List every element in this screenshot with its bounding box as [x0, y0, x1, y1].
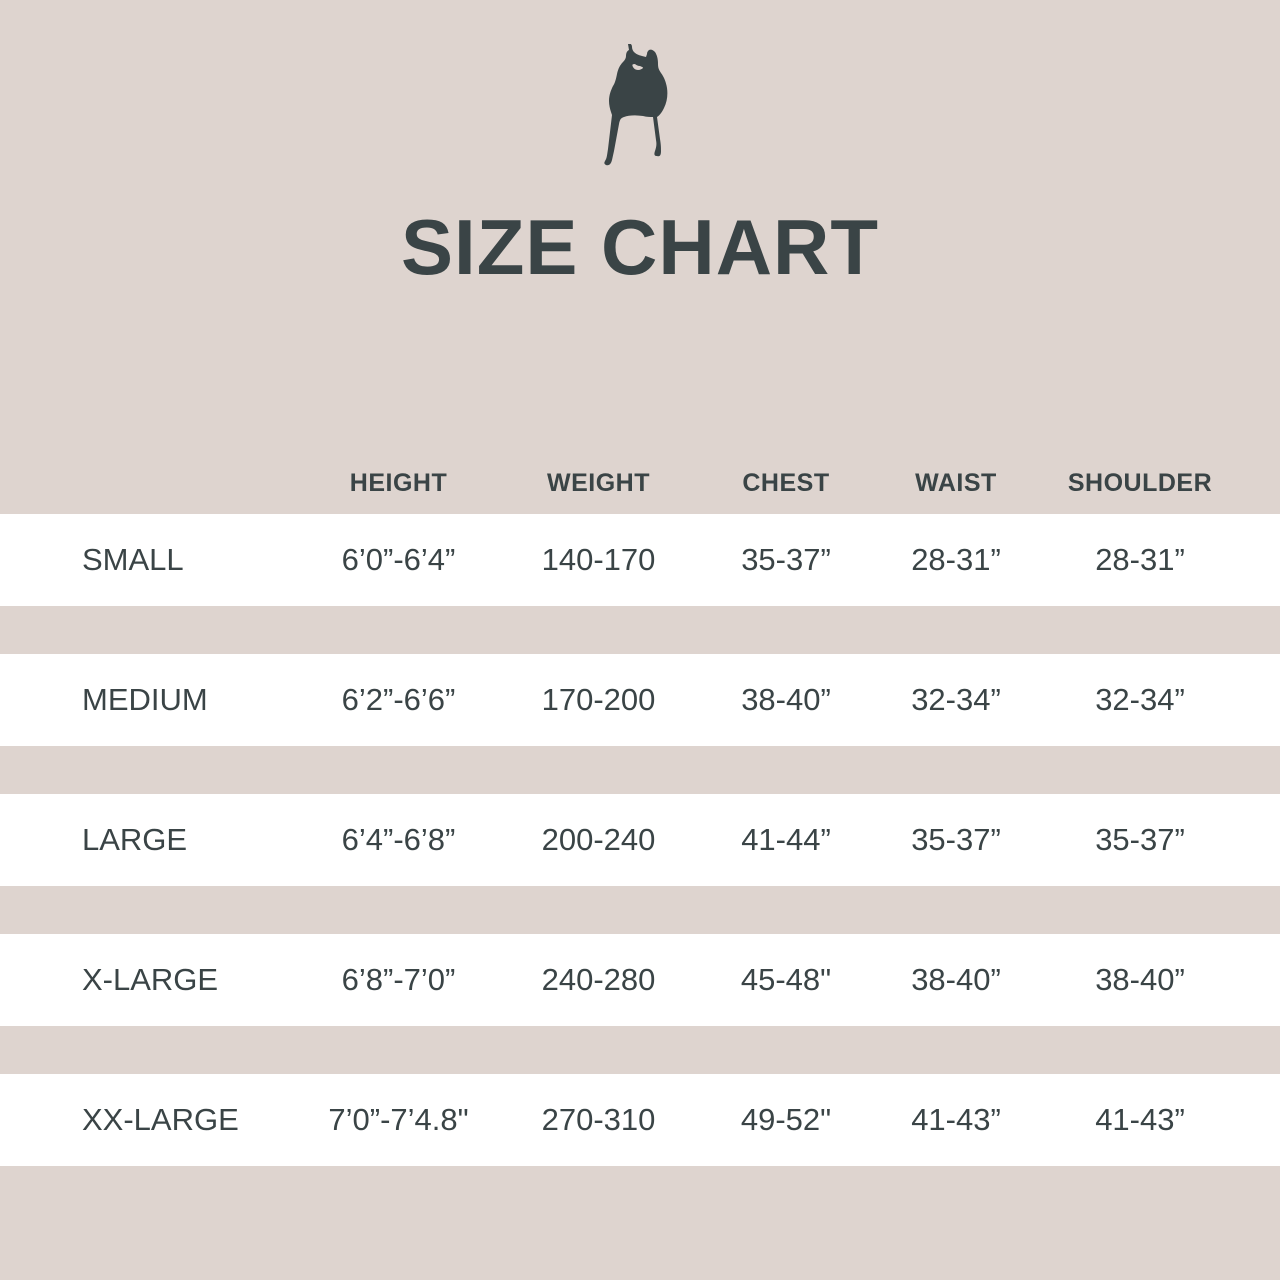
- cell-height: 6’8”-7’0”: [341, 962, 456, 997]
- cell-weight: 140-170: [541, 542, 656, 577]
- cell-height: 7’0”-7’4.8": [328, 1102, 469, 1137]
- cell-weight: 170-200: [541, 682, 656, 717]
- cell-height: 6’2”-6’6”: [341, 682, 456, 717]
- table-row: [0, 654, 1280, 746]
- cell-shoulder: 38-40”: [1095, 962, 1185, 997]
- cell-chest: 35-37”: [741, 542, 831, 577]
- cell-shoulder: 32-34”: [1095, 682, 1185, 717]
- cell-chest: 45-48": [740, 962, 832, 997]
- page-title: SIZE CHART: [401, 203, 879, 291]
- cell-waist: 41-43”: [911, 1102, 1001, 1137]
- column-header-chest: CHEST: [742, 468, 830, 497]
- cell-size: SMALL: [82, 542, 184, 577]
- cell-waist: 28-31”: [911, 542, 1001, 577]
- cell-height: 6’4”-6’8”: [341, 822, 456, 857]
- cell-shoulder: 41-43”: [1095, 1102, 1185, 1137]
- table-row: [0, 514, 1280, 606]
- cell-shoulder: 35-37”: [1095, 822, 1185, 857]
- cell-height: 6’0”-6’4”: [341, 542, 456, 577]
- cell-chest: 38-40”: [741, 682, 831, 717]
- cell-weight: 200-240: [541, 822, 656, 857]
- cell-chest: 41-44”: [741, 822, 831, 857]
- column-header-waist: WAIST: [915, 468, 997, 497]
- cell-waist: 38-40”: [911, 962, 1001, 997]
- column-header-shoulder: SHOULDER: [1067, 468, 1213, 497]
- column-header-height: HEIGHT: [349, 468, 448, 497]
- cell-shoulder: 28-31”: [1095, 542, 1185, 577]
- cell-size: MEDIUM: [82, 682, 208, 717]
- column-header-weight: WEIGHT: [547, 468, 650, 497]
- cell-waist: 35-37”: [911, 822, 1001, 857]
- cell-weight: 270-310: [541, 1102, 656, 1137]
- size-chart-table: [0, 452, 1280, 1214]
- brand-logo: [0, 0, 1280, 184]
- table-row: [0, 934, 1280, 1026]
- cell-size: XX-LARGE: [82, 1102, 239, 1137]
- cell-weight: 240-280: [541, 962, 656, 997]
- cell-chest: 49-52": [740, 1102, 832, 1137]
- cell-waist: 32-34”: [911, 682, 1001, 717]
- table-row: [0, 794, 1280, 886]
- cell-size: X-LARGE: [82, 962, 219, 997]
- table-header-row: [0, 452, 1280, 514]
- table-row: [0, 1074, 1280, 1166]
- greyhound-dog-icon: [585, 44, 695, 184]
- cell-size: LARGE: [82, 822, 188, 857]
